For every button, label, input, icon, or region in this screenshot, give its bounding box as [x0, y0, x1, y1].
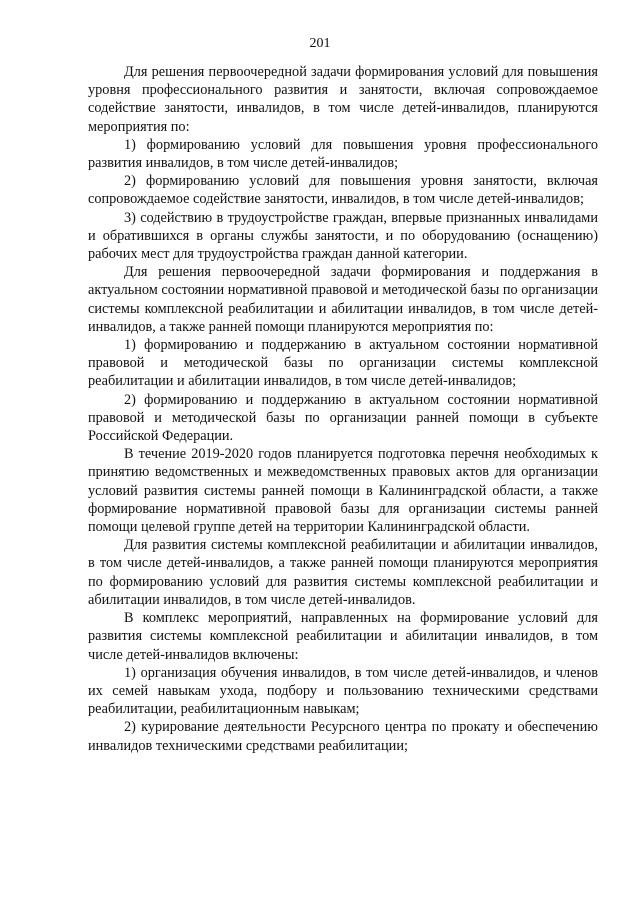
paragraph-2019-2020-plan: В течение 2019-2020 годов планируется подготовка перечня необходимых к принятию ведомственных и межведомственных правовых актов для организации условий развития системы ранней помощи в Калининградской области, а также формирование нормативной правовой базы для организации системы ранней помощи целевой группе детей на территории Калининградской области. — [88, 446, 598, 536]
paragraph-normative-base-task: Для решения первоочередной задачи формирования и поддержания в актуальном состоянии нормативной правовой и методической базы по организации системы комплексной реабилитации и абилитации инвалидов, в том числе детей-инвалидов, а также ранней помощи планируются мероприятия по: — [88, 264, 598, 335]
list-item-rehabilitation-base: 1) формированию и поддержанию в актуальном состоянии нормативной правовой и методической базы по организации системы комплексной реабилитации и абилитации инвалидов, в том числе детей-инвалидов; — [88, 337, 598, 390]
paragraph-measures-complex: В комплекс мероприятий, направленных на формирование условий для развития системы комплексной реабилитации и абилитации инвалидов, в том числе детей-инвалидов включены: — [88, 610, 598, 663]
list-item-family-training: 1) организация обучения инвалидов, в том числе детей-инвалидов, и членов их семей навыкам ухода, подбору и пользованию техническими средствами реабилитации, реабилитационным навыкам; — [88, 664, 598, 718]
list-item-job-placement: 3) содействию в трудоустройстве граждан, впервые признанных инвалидами и обратившихся в органы службы занятости, и по оборудованию (оснащению) рабочих мест для трудоустройства граждан данной категории. — [88, 209, 598, 263]
list-item-resource-center: 2) курирование деятельности Ресурсного центра по прокату и обеспечению инвалидов техническими средствами реабилитации; — [88, 719, 598, 754]
list-item-professional-development: 1) формированию условий для повышения уровня профессионального развития инвалидов, в том числе детей-инвалидов; — [88, 136, 598, 172]
list-item-employment-level: 2) формированию условий для повышения уровня занятости, включая сопровождаемое содействие занятости, инвалидов, в том числе детей-инвалидов; — [88, 173, 598, 208]
paragraph-employment-task: Для решения первоочередной задачи формирования условий для повышения уровня профессионального развития и занятости, включая сопровождаемое содействие занятости, инвалидов, в том числе детей-инвалидов, планируются мероприятия по: — [88, 64, 598, 135]
list-item-early-help-base: 2) формированию и поддержанию в актуальном состоянии нормативной правовой и методической базы по организации ранней помощи в субъекте Российской Федерации. — [88, 391, 598, 445]
document-body — [88, 63, 598, 755]
paragraph-rehabilitation-development: Для развития системы комплексной реабилитации и абилитации инвалидов, в том числе детей-инвалидов, а также ранней помощи планируются мероприятия по формированию условий для развития системы комплексной реабилитации и абилитации инвалидов, в том числе детей-инвалидов. — [88, 537, 598, 608]
page-number: 201 — [309, 36, 331, 51]
